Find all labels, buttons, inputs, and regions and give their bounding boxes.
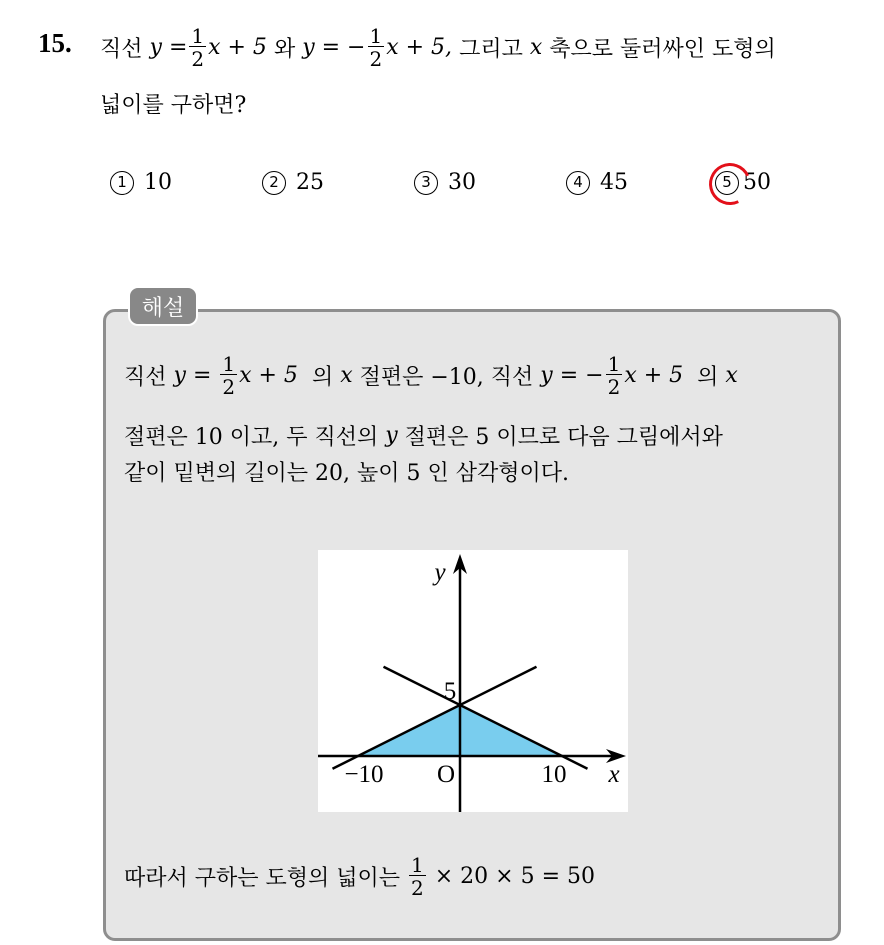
question-text-a: 직선	[100, 36, 143, 62]
sol-eq1-frac-num: 1	[222, 351, 236, 376]
sol-final-fraction	[409, 852, 426, 900]
axis-variable: x	[529, 34, 543, 60]
graph-svg	[318, 550, 628, 812]
sol-eq2-suffix: x + 5	[624, 362, 684, 388]
sol-final-frac-num: 1	[411, 852, 424, 877]
solution-line-1	[124, 350, 738, 400]
tick-label-neg10: −10	[344, 761, 384, 788]
choice-1[interactable]	[110, 170, 172, 195]
solution-line-3: 같이 밑변의 길이는 20, 높이 5 인 삼각형이다.	[124, 461, 569, 486]
choice-4[interactable]	[566, 170, 628, 195]
question-line-1	[100, 22, 776, 72]
sol-var-x1: x	[340, 362, 353, 388]
sol-l1-d: 의	[697, 364, 719, 390]
y-axis-label: y	[434, 559, 446, 586]
eq1-suffix: x + 5	[208, 34, 267, 60]
eq2-frac-den: 2	[369, 46, 383, 71]
sol-l1-a: 직선	[124, 364, 167, 390]
choice-4-value: 45	[600, 170, 628, 195]
choice-1-mark: 1	[110, 171, 134, 195]
tick-label-5: 5	[443, 678, 457, 705]
sol-l2-b: 절편은 5 이므로 다음 그림에서와	[404, 425, 723, 450]
sol-l1-c: 절편은 −10, 직선	[359, 364, 534, 390]
sol-final-a: 따라서 구하는 도형의 넓이는	[124, 865, 401, 891]
choice-2[interactable]	[262, 170, 324, 195]
correct-answer-circle	[703, 157, 757, 211]
sol-eq2-fraction	[606, 351, 623, 399]
sol-var-x2: x	[725, 362, 738, 388]
eq1-frac-num: 1	[191, 23, 205, 48]
choice-2-mark: 2	[262, 171, 286, 195]
sol-eq2-frac-num: 1	[607, 351, 621, 376]
graph-figure	[318, 550, 628, 812]
sol-eq1-suffix: x + 5	[239, 362, 298, 388]
sol-eq2-frac-den: 2	[607, 374, 621, 399]
question-line-2: 넓이를 구하면?	[100, 93, 247, 118]
sol-eq2-prefix: y = −	[540, 362, 604, 388]
sol-final-b: × 20 × 5 = 50	[434, 863, 596, 889]
question-text-b: 와	[273, 36, 296, 62]
choice-3-mark: 3	[414, 171, 438, 195]
eq2-fraction	[368, 23, 385, 71]
question-number: 15.	[38, 28, 72, 58]
sol-l2-a: 절편은 10 이고, 두 직선의	[124, 425, 379, 450]
choice-5[interactable]	[715, 170, 771, 195]
eq2-frac-num: 1	[369, 23, 383, 48]
origin-label: O	[436, 761, 456, 788]
eq1-frac-den: 2	[191, 46, 205, 71]
solution-final-line	[124, 850, 595, 902]
sol-eq1-fraction	[220, 351, 237, 399]
question-text-c: 그리고	[459, 36, 523, 62]
sol-var-y: y	[385, 423, 398, 448]
choice-5-mark: 5	[715, 171, 739, 195]
solution-label: 해설	[128, 286, 198, 326]
choice-3[interactable]	[414, 170, 476, 195]
eq2-suffix: x + 5,	[386, 34, 453, 60]
choice-4-mark: 4	[566, 171, 590, 195]
choice-3-value: 30	[448, 170, 476, 195]
sol-l1-b: 의	[311, 364, 334, 390]
eq1-fraction	[189, 23, 206, 71]
question-text-d: 축으로 둘러싸인 도형의	[549, 36, 776, 62]
choice-5-mark-wrap	[715, 171, 739, 195]
sol-final-frac-den: 2	[411, 875, 424, 900]
sol-eq1-prefix: y =	[173, 362, 212, 388]
answer-choices	[0, 170, 884, 210]
eq1-prefix: y =	[149, 34, 188, 60]
choice-5-value: 50	[743, 170, 771, 195]
x-axis-label: x	[608, 761, 620, 788]
choice-1-value: 10	[144, 170, 172, 195]
sol-eq1-frac-den: 2	[222, 374, 236, 399]
solution-line-2	[124, 420, 723, 451]
choice-2-value: 25	[296, 170, 324, 195]
tick-label-10: 10	[541, 761, 567, 788]
eq2-prefix: y = −	[302, 34, 366, 60]
